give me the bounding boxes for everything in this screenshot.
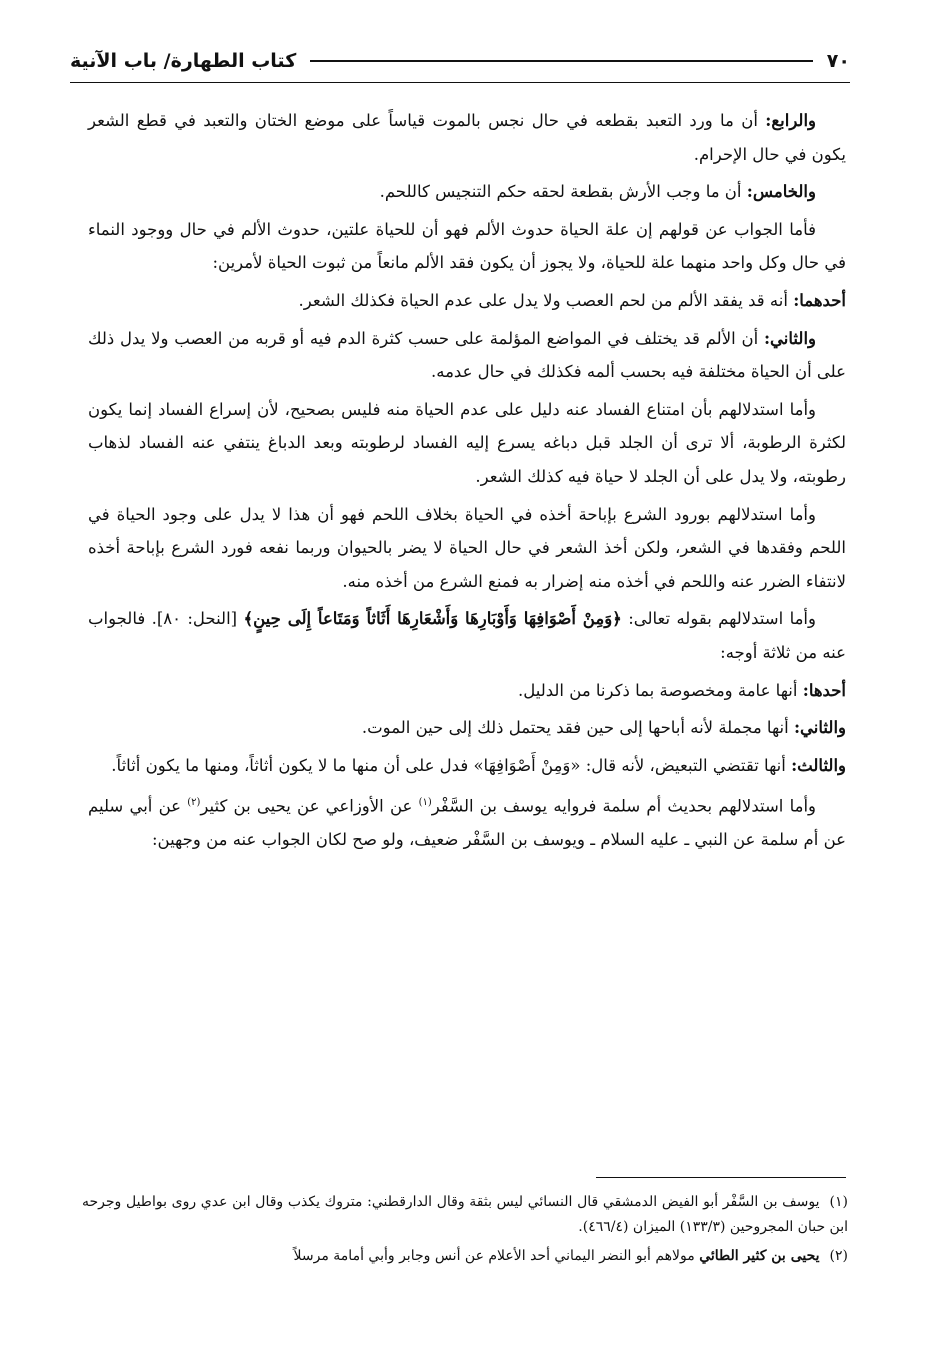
paragraph-text: أن ما ورد التعبد بقطعه في حال نجس بالموت قياساً على موضع الختان والتعبد في قطع الشعر يكون في حال الإحرام. [88, 111, 846, 164]
footnote-text: مولاهم أبو النضر اليماني أحد الأعلام عن أنس وجابر وأبي أمامة مرسلاً [293, 1248, 700, 1264]
footnote-divider [596, 1177, 846, 1178]
paragraph-label: والثالث: [791, 755, 846, 775]
paragraph-text: أنه قد يفقد الألم من لحم العصب ولا يدل على عدم الحياة فكذلك الشعر. [298, 290, 794, 310]
paragraph-text: عن أبي سليم عن أم سلمة عن النبي ـ عليه السلام ـ ويوسف بن السَّفْر ضعيف، ولو صح لكان الجواب عنه من وجهين: [88, 796, 846, 850]
paragraph-text: أن الألم قد يختلف في المواضع المؤلمة على حسب كثرة الدم فيه أو قربه من العصب ولا يدل ذلك على أن الحياة مختلفة فيه بحسب ألمه فكذلك في حال عدمه. [88, 328, 846, 382]
footnote-name: يحيى بن كثير الطائي [699, 1248, 820, 1264]
paragraph [88, 786, 846, 857]
header-divider [70, 82, 850, 83]
paragraph-text: أن ما وجب الأرش بقطعة لحقه حكم التنجيس كاللحم. [379, 182, 747, 202]
paragraph-text: وأما استدلالهم بورود الشرع بإباحة أخذه في الحياة بخلاف اللحم فهو أن هذا لا يدل على وجود الحياة في اللحم وفقدها في الشعر، ولكن أخذ الشعر في حال الحياة لا يضر بالحيوان وربما نفعه فورد الشرع بإباحة أخذه لانتفاء الضرر عنه واللحم في أخذه منه إضرار به فمنع الشرع من أخذه منه. [88, 504, 846, 591]
paragraph [88, 175, 846, 209]
paragraph-label: أحدها: [802, 680, 846, 700]
paragraph-text: فأما الجواب عن قولهم إن علة الحياة حدوث الألم فهو أن للحياة علتين، حدوث الألم في حال ووجود النماء في حال وكل واحد منهما علة للحياة، ولا يجوز أن يكون فقد الألم مانعاً من ثبوت الحياة لأمرين: [88, 219, 846, 273]
main-text [88, 104, 846, 861]
page-number: ٧٠ [826, 50, 850, 72]
footnote-text: يوسف بن السَّفْر أبو الفيض الدمشقي قال النسائي ليس بثقة وقال الدارقطني: متروك يكذب وقال ابن عدي روى بواطيل وجرحه ابن حبان المجروحين (١٣٣/٣) الميزان (٤٦٦/٤). [82, 1194, 848, 1235]
paragraph-label: والرابع: [765, 111, 816, 130]
paragraph-text: [النحل: ٨٠]. فالجواب عنه من ثلاثة أوجه: [88, 609, 846, 662]
running-title: كتاب الطهارة/ باب الآنية [70, 50, 297, 72]
paragraph-text: أنها عامة ومخصوصة بما ذكرنا من الدليل. [518, 680, 803, 700]
paragraph [88, 393, 846, 494]
paragraph [88, 749, 846, 783]
paragraph-text: عن الأوزاعي عن يحيى بن كثير [200, 796, 419, 816]
footnote-number: (١) [829, 1194, 848, 1210]
header-rule [310, 60, 813, 62]
paragraph-label: أحدهما: [793, 290, 846, 310]
paragraph [88, 104, 846, 171]
paragraph-text: وأما استدلالهم بأن امتناع الفساد عنه دليل على عدم الحياة منه فليس بصحيح، لأن إسراع الفساد إنما يكون لكثرة الرطوبة، ألا ترى أن الجلد قبل دباغه يسرع إليه الفساد لرطوبته وبعد الدباغ ينتفي عنه الفساد لذهاب رطوبته، ولا يدل على أن الجلد لا حياة فيه كذلك الشعر. [88, 399, 846, 486]
paragraph [88, 322, 846, 389]
footnote [82, 1244, 848, 1269]
footnote-number: (٢) [829, 1248, 848, 1264]
paragraph [88, 498, 846, 599]
paragraph [88, 213, 846, 280]
footnote-ref[interactable]: (٢) [187, 797, 201, 809]
paragraph-label: والخامس: [746, 182, 816, 202]
quran-verse: ﴿وَمِنْ أَصْوَافِهَا وَأَوْبَارِهَا وَأَشْعَارِهَا أَثَاثاً وَمَتَاعاً إِلَى حِينٍ﴾ [243, 609, 622, 629]
paragraph [88, 674, 846, 708]
paragraph-text: وأما استدلالهم بقوله تعالى: [621, 609, 816, 629]
footnote [82, 1190, 848, 1240]
paragraph [88, 711, 846, 745]
footnote-ref[interactable]: (١) [418, 797, 432, 809]
paragraph [88, 602, 846, 669]
paragraph [88, 284, 846, 318]
footnotes [82, 1190, 848, 1273]
paragraph-label: والثاني: [763, 328, 816, 348]
paragraph-text: أنها تقتضي التبعيض، لأنه قال: «وَمِنْ أَصْوَافِهَا» فدل على أن منها ما لا يكون أثاثاً، ومنها ما يكون أثاثاً. [111, 755, 792, 775]
paragraph-label: والثاني: [793, 718, 846, 738]
paragraph-text: أنها مجملة لأنه أباحها إلى حين فقد يحتمل ذلك إلى حين الموت. [361, 718, 794, 738]
paragraph-text: وأما استدلالهم بحديث أم سلمة فروايه يوسف بن السَّفْر [431, 796, 817, 816]
page-header [70, 44, 850, 78]
